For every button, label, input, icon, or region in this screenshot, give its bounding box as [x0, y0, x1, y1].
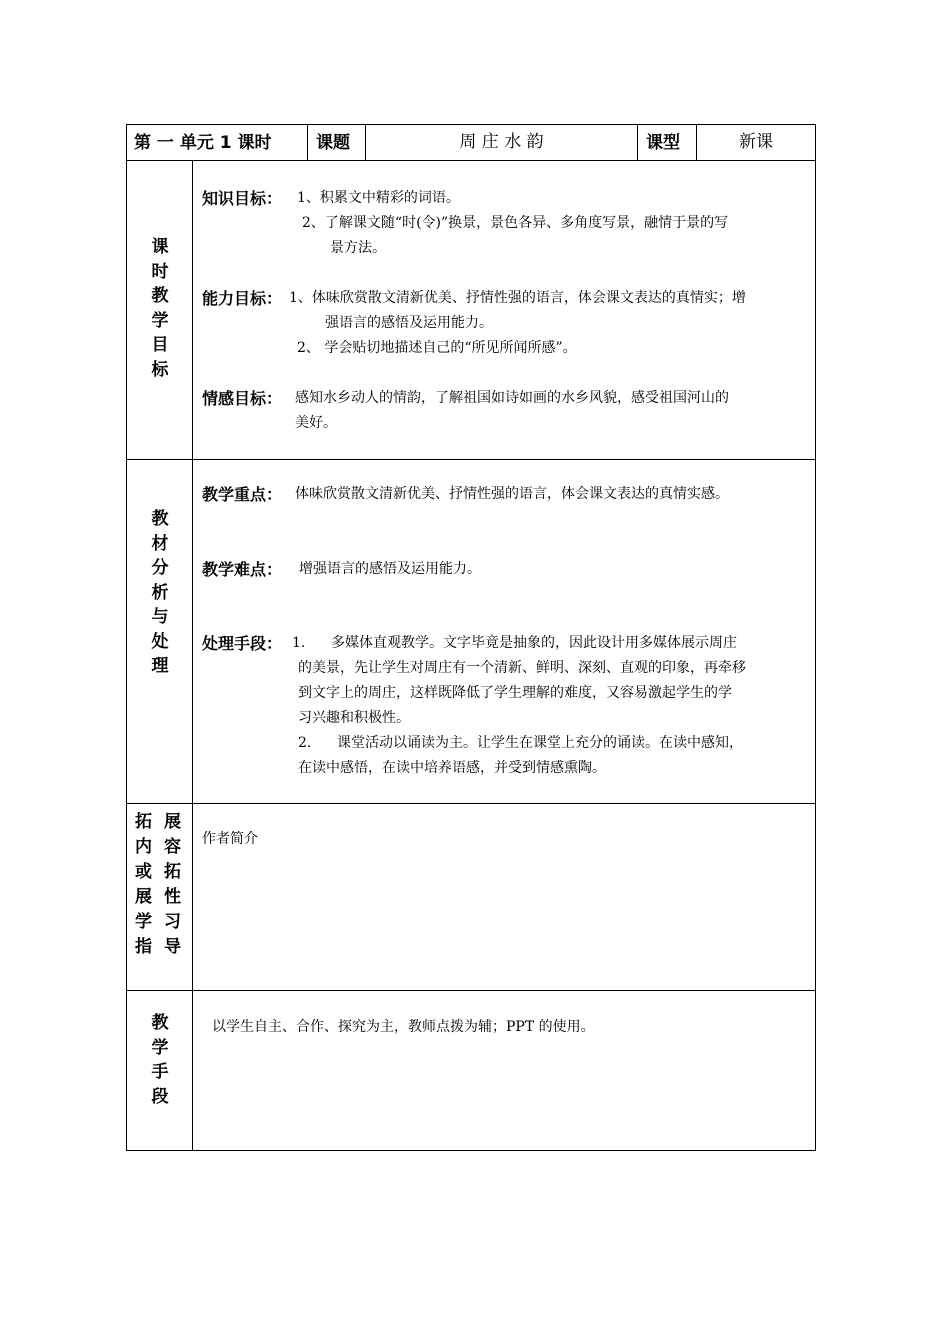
- extension-char: 性: [164, 887, 181, 907]
- ability-goal-label: 能力目标：: [202, 289, 283, 308]
- knowledge-goal-1: 1、积累文中精彩的词语。: [297, 190, 460, 206]
- table-top-border: [126, 124, 816, 125]
- extension-char: 指: [135, 937, 152, 957]
- emotion-goal-b: 美好。: [295, 415, 337, 431]
- means-text: 以学生自主、合作、探究为主，教师点拨为辅；PPT 的使用。: [212, 1019, 595, 1035]
- header-bottom-border: [126, 160, 816, 161]
- ability-goal-2: 2、 学会贴切地描述自己的“所见所闻所感”。: [297, 340, 577, 356]
- lesson-title: 周 庄 水 韵: [459, 132, 544, 152]
- knowledge-goal-2b: 景方法。: [330, 240, 386, 256]
- method-label: 处理手段：: [202, 634, 283, 653]
- knowledge-goal-2a: 2、了解课文随“时(令)”换景，景色各异、多角度写景，融情于景的写: [302, 215, 729, 231]
- type-label: 课型: [646, 133, 680, 153]
- emotion-goal-label: 情感目标：: [202, 389, 283, 408]
- key-point-text: 体味欣赏散文清新优美、抒情性强的语言，体会课文表达的真情实感。: [295, 486, 729, 502]
- title-label: 课题: [316, 133, 350, 153]
- table-bottom-border: [126, 1150, 816, 1151]
- means-side-label: 教学手段: [151, 1013, 169, 1107]
- header-divider-3: [637, 124, 638, 161]
- extension-char: 导: [164, 937, 181, 957]
- objectives-side-label: 课时教学目标: [151, 237, 169, 380]
- method-1c: 到文字上的周庄，这样既降低了学生理解的难度，又容易激起学生的学: [298, 685, 732, 701]
- analysis-side-label: 教材分析与处理: [151, 509, 169, 676]
- extension-text: 作者简介: [202, 831, 258, 847]
- extension-char: 习: [164, 912, 181, 932]
- header-divider-1: [307, 124, 308, 161]
- extension-char: 学: [135, 912, 152, 932]
- extension-char: 展: [164, 812, 181, 832]
- method-1b: 的美景，先让学生对周庄有一个清新、鲜明、深刻、直观的印象，再牵移: [298, 660, 746, 676]
- extension-char: 拓: [135, 812, 152, 832]
- extension-char: 容: [164, 837, 181, 857]
- difficulty-text: 增强语言的感悟及运用能力。: [299, 561, 481, 577]
- key-point-label: 教学重点：: [202, 485, 283, 504]
- method-1a: 多媒体直观教学。文字毕竟是抽象的，因此设计用多媒体展示周庄: [331, 635, 737, 651]
- method-1-number: 1.: [292, 635, 306, 651]
- row1-bottom-border: [126, 459, 816, 460]
- knowledge-goal-label: 知识目标：: [202, 189, 283, 208]
- table-left-border: [126, 124, 127, 1151]
- emotion-goal-a: 感知水乡动人的情韵，了解祖国如诗如画的水乡风貌，感受祖国河山的: [295, 390, 729, 406]
- row3-bottom-border: [126, 990, 816, 991]
- extension-char: 拓: [164, 862, 181, 882]
- method-2b: 在读中感悟，在读中培养语感，并受到情感熏陶。: [298, 760, 606, 776]
- unit-lesson-label: 第 一 单元 1 课时: [134, 133, 272, 153]
- lesson-type: 新课: [739, 132, 773, 152]
- table-right-border: [815, 124, 816, 1151]
- ability-goal-1b: 强语言的感悟及运用能力。: [325, 315, 493, 331]
- method-2a: 课堂活动以诵读为主。让学生在课堂上充分的诵读。在读中感知，: [337, 735, 743, 751]
- method-2-number: 2.: [298, 735, 312, 751]
- extension-char: 内: [135, 837, 152, 857]
- difficulty-label: 教学难点：: [202, 560, 283, 579]
- extension-char: 展: [135, 887, 152, 907]
- extension-char: 或: [135, 862, 152, 882]
- ability-goal-1a: 1、体味欣赏散文清新优美、抒情性强的语言，体会课文表达的真情实；增: [289, 290, 746, 306]
- row2-bottom-border: [126, 803, 816, 804]
- method-1d: 习兴趣和积极性。: [298, 710, 410, 726]
- label-column-border: [192, 160, 193, 1151]
